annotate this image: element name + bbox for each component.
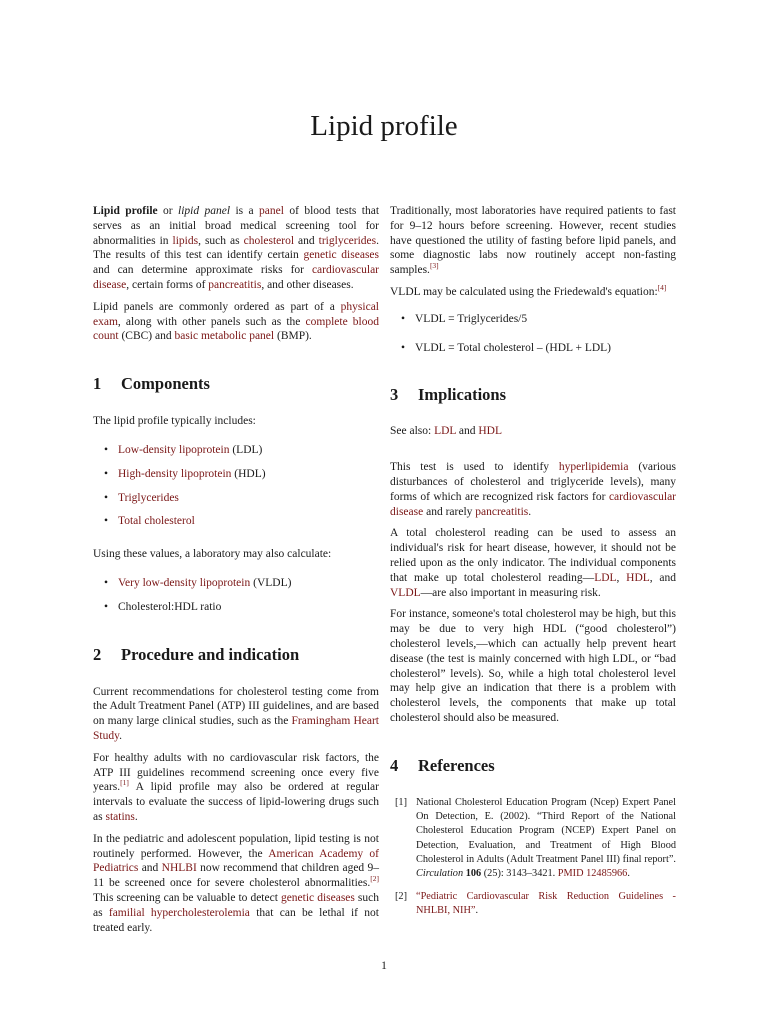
link-cardiovascular-disease[interactable]: cardiovascular disease [93, 264, 379, 291]
citation-3[interactable]: [3] [429, 261, 439, 271]
components-intro: The lipid profile typically includes: [93, 415, 256, 428]
link-vldl[interactable]: Very low-density lipoprotein [118, 576, 251, 589]
link-triglycerides-item[interactable]: Triglycerides [118, 491, 179, 504]
list-item: • High-density lipoprotein (HDL) [104, 467, 266, 480]
page-number: 1 [381, 960, 387, 972]
bullet-icon: • [104, 515, 109, 528]
link-panel[interactable]: panel [259, 205, 284, 217]
link-pmid[interactable]: PMID 12485966 [557, 868, 628, 880]
bullet-icon: • [104, 491, 109, 504]
link-nhlbi[interactable]: NHLBI [161, 862, 197, 875]
link-triglycerides[interactable]: triglycerides [318, 234, 377, 247]
term-italic: lipid panel [178, 205, 231, 217]
link-genetic-diseases-2[interactable]: genetic diseases [280, 891, 355, 904]
citation-2[interactable]: [2] [370, 874, 379, 884]
citation-1[interactable]: [1] [120, 778, 129, 788]
page-title: Lipid profile [310, 110, 458, 142]
link-cholesterol[interactable]: cholesterol [243, 234, 295, 247]
link-statins[interactable]: statins [105, 810, 135, 823]
list-item: • Very low-density lipoprotein (VLDL) [104, 576, 292, 589]
section-heading-references: 4 References [390, 755, 495, 775]
reference-item: [1] National Cholesterol Education Program (Ncep) Expert Panel On Detection, E. (2002). “Third Report of the National Cholesterol Education Program (NCEP) Expert Panel on Detection, Evaluation, and Treatment of High Blood Cholesterol in Adults (Adult Treatment Panel III) final report”. Circulation 106 (25): 3143–3421. PMID 12485966. [395, 796, 676, 880]
link-pancreatitis-2[interactable]: pancreatitis [475, 505, 529, 518]
intro-paragraph-2: Lipid panels are commonly ordered as part of a physical exam, along with other panels such as the complete blood count (CBC) and basic metabolic panel (BMP). [93, 300, 380, 343]
bullet-icon: • [401, 312, 406, 325]
bullet-icon: • [104, 443, 109, 456]
link-hdl-2[interactable]: HDL [626, 571, 650, 584]
section-heading-implications: 3 Implications [390, 385, 507, 405]
link-ldl-2[interactable]: LDL [594, 571, 617, 584]
link-framingham[interactable]: Framingham Heart Study [93, 715, 379, 742]
link-basic-metabolic-panel[interactable]: basic metabolic panel [174, 330, 275, 343]
friedewald-paragraph: VLDL may be calculated using the Friedewald's equation:[4] [390, 283, 667, 298]
implications-paragraph-2: A total cholesterol reading can be used to assess an individual's risk for heart disease, however, it should not be relied upon as the only indicator. The individual components that make up total cholesterol reading—LDL, HDL, and VLDL—are also important in measuring risk. [390, 527, 677, 599]
link-hdl[interactable]: High-density lipoprotein [118, 467, 232, 480]
link-vldl-2[interactable]: VLDL [390, 586, 421, 599]
list-item [104, 491, 379, 506]
left-column [93, 204, 379, 942]
list-item: • Low-density lipoprotein (LDL) [104, 443, 263, 456]
link-cardiovascular-disease-2[interactable]: cardiovascular disease [390, 490, 676, 518]
link-aap[interactable]: American Academy of Pediatrics [93, 847, 379, 875]
section-heading-components: 1 Components [93, 374, 210, 394]
components-calc: Using these values, a laboratory may also calculate: [93, 548, 332, 561]
bullet-icon: • [104, 467, 109, 480]
procedure-paragraph-3: In the pediatric and adolescent population, lipid testing is not routinely performed. However, the American Academy of Pediatrics and NHLBI now recommend that children aged 9–11 be screened once for severe cholesterol abnormalities.[2] This screening can be valuable to detect genetic diseases such as familial hypercholesterolemia that can be lethal if not treated early. [93, 832, 380, 934]
bullet-icon: • [104, 600, 109, 613]
link-complete-blood-count[interactable]: complete blood count [93, 315, 380, 343]
list-item: • Cholesterol:HDL ratio [104, 600, 222, 613]
link-see-also-hdl[interactable]: HDL [478, 425, 503, 438]
link-hyperlipidemia[interactable]: hyperlipidemia [558, 461, 629, 474]
implications-paragraph-1: This test is used to identify hyperlipidemia (various disturbances of cholesterol and triglyceride levels), many forms of which are recognized risk factors for cardiovascular disease and rarely pancreatitis. [390, 461, 676, 518]
list-item [104, 514, 379, 529]
fasting-paragraph: Traditionally, most laboratories have required patients to fast for 9–12 hours before screening. However, recent studies have questioned the utility of fasting before lipid panels, and some diagnostic labs now routinely accept non-fasting samples.[3] [390, 205, 676, 277]
procedure-paragraph-1: Current recommendations for cholesterol testing come from the Adult Treatment Panel (ATP) III guidelines, and are based on many large clinical studies, such as the Framingham Heart Study. [93, 685, 379, 742]
link-lipids[interactable]: lipids [172, 234, 199, 247]
bullet-icon: • [401, 341, 406, 354]
equation-list [390, 312, 676, 356]
list-item: • VLDL = Triglycerides/5 [401, 312, 528, 325]
bullet-icon: • [104, 576, 109, 589]
calc-list [93, 576, 379, 615]
implications-paragraph-3: For instance, someone's total cholesterol may be high, but this may be due to very high HDL (“good cholesterol”) cholesterol levels,—which can actually help prevent heart disease (the test is mainly concerned with high LDL, or “bad cholesterol” levels). So, while a high total cholesterol level may help give an indication that there is a problem with cholesterol levels, the components that make up total cholesterol should also be measured. [390, 608, 677, 724]
link-familial-hypercholesterolemia[interactable]: familial hypercholesterolemia [108, 906, 250, 919]
link-physical-exam[interactable]: physical exam [93, 300, 379, 328]
references-list [390, 796, 676, 918]
see-also: See also: LDL and HDL [390, 425, 503, 438]
reference-item: [2] “Pediatric Cardiovascular Risk Reduction Guidelines - NHLBI, NIH”. [395, 890, 676, 916]
link-ldl[interactable]: Low-density lipoprotein [118, 443, 230, 456]
intro-paragraph-1: Lipid profile or lipid panel is a panel of blood tests that serves as an initial broad medical screening tool for abnormalities in lipids, such as cholesterol and triglycerides. The results of this test can identify certain genetic diseases and can determine approximate risks for cardiovascular disease, certain forms of pancreatitis, and other diseases. [93, 205, 380, 291]
components-list [93, 443, 379, 529]
procedure-paragraph-2: For healthy adults with no cardiovascular risk factors, the ATP III guidelines recommend screening once every five years.[1] A lipid profile may also be ordered at regular intervals to evaluate the success of lipid-lowering drugs such as statins. [93, 751, 379, 823]
link-total-cholesterol[interactable]: Total cholesterol [118, 515, 195, 528]
term-bold: Lipid profile [93, 205, 158, 217]
list-item: • VLDL = Total cholesterol – (HDL + LDL) [401, 341, 612, 354]
section-heading-procedure: 2 Procedure and indication [93, 644, 300, 664]
right-column [390, 204, 676, 926]
link-see-also-ldl[interactable]: LDL [434, 425, 457, 438]
citation-4[interactable]: [4] [657, 283, 667, 293]
link-genetic-diseases[interactable]: genetic diseases [303, 249, 379, 262]
link-pancreatitis[interactable]: pancreatitis [208, 278, 262, 291]
link-pediatric-guidelines[interactable]: “Pediatric Cardiovascular Risk Reduction Guidelines - NHLBI, NIH” [416, 890, 676, 916]
